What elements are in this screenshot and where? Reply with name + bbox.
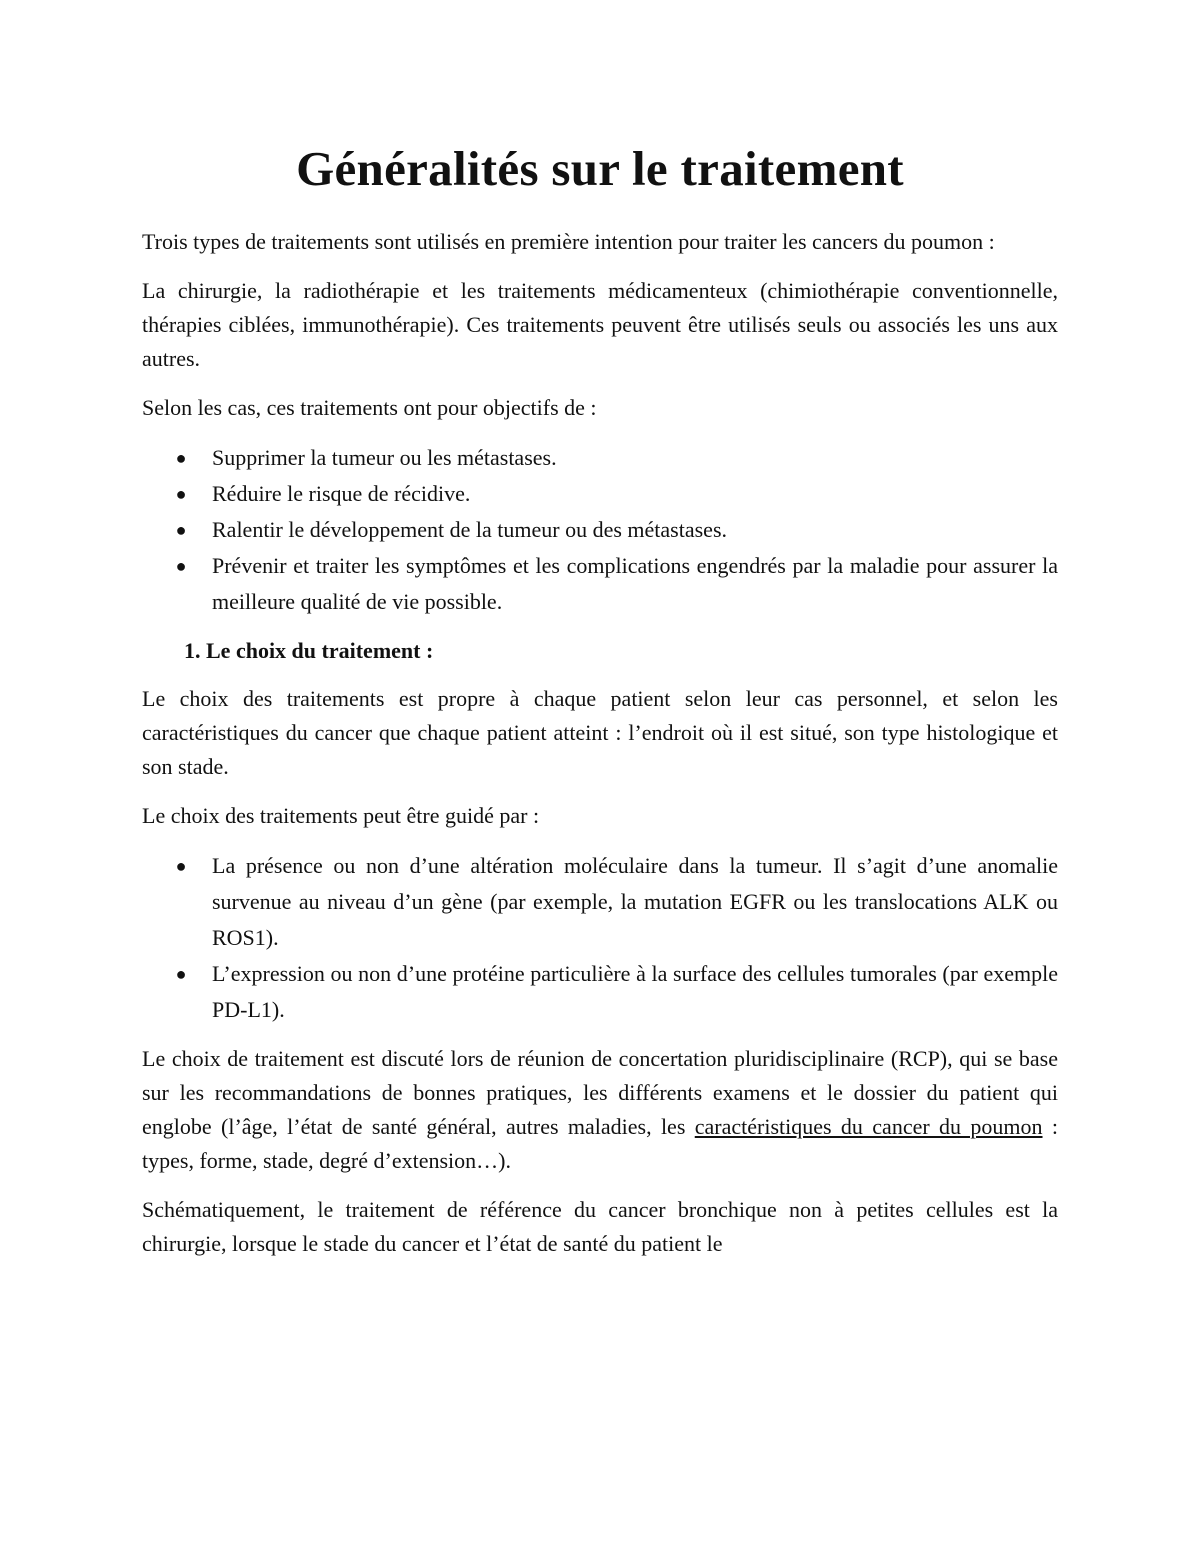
list-item bbox=[175, 512, 1058, 548]
guided-intro: Le choix des traitements peut être guidé par : bbox=[142, 802, 540, 828]
lung-cancer-characteristics-link[interactable]: caractéristiques du cancer du poumon bbox=[694, 1113, 1043, 1139]
list-item bbox=[175, 476, 1058, 512]
rcp-text-before: Le choix de traitement est discuté lors de réunion de concertation pluridisciplinaire (RCP), qui se base sur les recommandations de bonnes pratiques, les différents examens et le dossier du patient qui englobe (l’âge, l’état de santé général, autres maladies, les bbox=[142, 1045, 1058, 1139]
document-title: Généralités sur le traitement bbox=[296, 141, 904, 196]
document-page bbox=[142, 140, 1058, 1276]
list-item bbox=[175, 956, 1058, 1028]
list-item bbox=[175, 848, 1058, 956]
list-item bbox=[175, 548, 1058, 620]
bullet-icon: ● bbox=[175, 483, 187, 504]
objectives-list bbox=[142, 440, 1058, 620]
bullet-icon: ● bbox=[175, 855, 187, 876]
treatment-types-paragraph: La chirurgie, la radiothérapie et les traitements médicamenteux (chimiothérapie conventionnelle, thérapies ciblées, immunothérapie). Ces traitements peuvent être utilisés seuls ou associés les uns aux autres. bbox=[142, 277, 1058, 371]
bullet-icon: ● bbox=[175, 555, 187, 576]
list-item-text: Ralentir le développement de la tumeur ou des métastases. bbox=[212, 516, 728, 542]
bullet-icon: ● bbox=[175, 963, 187, 984]
list-item-text: Prévenir et traiter les symptômes et les complications engendrés par la maladie pour assurer la meilleure qualité de vie possible. bbox=[212, 552, 1058, 614]
treatment-choice-paragraph: Le choix des traitements est propre à chaque patient selon leur cas personnel, et selon les caractéristiques du cancer que chaque patient atteint : l’endroit où il est situé, son type histologique et son stade. bbox=[142, 685, 1058, 779]
bullet-icon: ● bbox=[175, 447, 187, 468]
section-heading: 1. Le choix du traitement : bbox=[184, 637, 434, 663]
objectives-intro: Selon les cas, ces traitements ont pour objectifs de : bbox=[142, 394, 597, 420]
list-item bbox=[175, 440, 1058, 476]
bullet-icon: ● bbox=[175, 519, 187, 540]
rcp-paragraph bbox=[142, 1042, 1058, 1178]
schema-paragraph: Schématiquement, le traitement de référence du cancer bronchique non à petites cellules est la chirurgie, lorsque le stade du cancer et l’état de santé du patient le bbox=[142, 1196, 1058, 1256]
list-item-text: L’expression ou non d’une protéine particulière à la surface des cellules tumorales (par exemple PD-L1). bbox=[212, 960, 1058, 1022]
intro-paragraph: Trois types de traitements sont utilisés en première intention pour traiter les cancers du poumon : bbox=[142, 228, 995, 254]
list-item-text: La présence ou non d’une altération moléculaire dans la tumeur. Il s’agit d’une anomalie survenue au niveau d’un gène (par exemple, la mutation EGFR ou les translocations ALK ou ROS1). bbox=[212, 852, 1058, 950]
rcp-text-after: : types, forme, stade, degré d’extension…). bbox=[142, 1113, 1058, 1173]
guided-list bbox=[142, 848, 1058, 1028]
list-item-text: Supprimer la tumeur ou les métastases. bbox=[212, 444, 557, 470]
list-item-text: Réduire le risque de récidive. bbox=[212, 480, 471, 506]
